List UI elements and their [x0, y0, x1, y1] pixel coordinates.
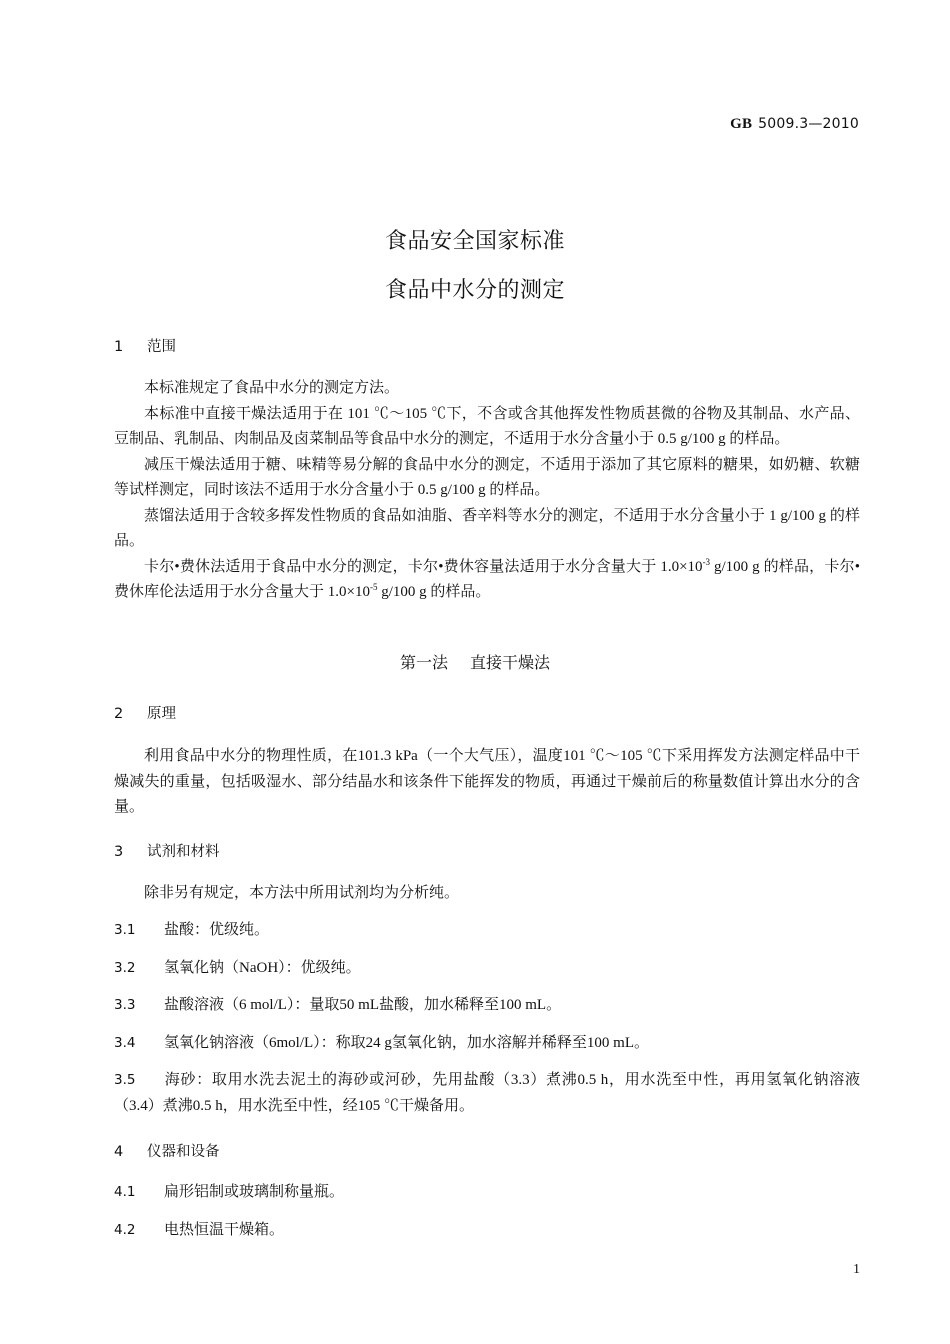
- clause-3-5: 3.5 海砂：取用水洗去泥土的海砂或河砂，先用盐酸（3.3）煮沸0.5 h，用水洗至中性，再用氢氧化钠溶液（3.4）煮沸0.5 h，用水洗至中性，经105 ℃干燥备用。: [114, 1072, 860, 1114]
- paragraph: 减压干燥法适用于糖、味精等易分解的食品中水分的测定，不适用于添加了其它原料的糖果，如奶糖、软糖等试样测定，同时该法不适用于水分含量小于 0.5 g/100 g 的样品。: [114, 456, 860, 498]
- section-title: 试剂和材料: [147, 844, 220, 860]
- section-3-body: [114, 881, 860, 907]
- paragraph: 除非另有规定，本方法中所用试剂均为分析纯。: [144, 885, 460, 901]
- clause-3-3: 3.3 盐酸溶液（6 mol/L）：量取50 mL盐酸，加水稀释至100 mL。: [114, 997, 562, 1013]
- section-title: 原理: [147, 706, 176, 722]
- clause-3-1: 3.1 盐酸：优级纯。: [114, 922, 270, 938]
- clause-3-4: 3.4 氢氧化钠溶液（6mol/L）：称取24 g氢氧化钠，加水溶解并稀释至100 mL。: [114, 1035, 649, 1051]
- section-title: 仪器和设备: [147, 1144, 220, 1160]
- section-1-body: [114, 376, 860, 606]
- method-label: 第一法: [399, 653, 448, 672]
- document-subtitle: 食品中水分的测定: [384, 278, 565, 303]
- section-number: 3: [114, 844, 124, 860]
- section-2-heading: [114, 702, 176, 723]
- section-title: 范围: [147, 339, 176, 355]
- clause-4-1: 4.1 扁形铝制或玻璃制称量瓶。: [114, 1184, 345, 1200]
- standard-prefix: GB: [730, 116, 753, 132]
- section-number: 2: [114, 706, 124, 722]
- section-number: 4: [114, 1144, 124, 1160]
- paragraph: 本标准规定了食品中水分的测定方法。: [144, 380, 400, 396]
- method-name: 直接干燥法: [470, 653, 551, 672]
- standard-number: 5009.3—2010: [758, 116, 859, 132]
- section-2-body: [114, 744, 860, 821]
- section-3-heading: [114, 840, 220, 861]
- paragraph: 卡尔•费休法适用于食品中水分的测定，卡尔•费休容量法适用于水分含量大于 $1.0\times 10^{-3}$ g/100 g 的样品，卡尔•费休库伦法适用于水分含量大于 $1.0\times 10^{-5}$ g/100 g 的样品。: [114, 556, 861, 600]
- paragraph: 蒸馏法适用于含较多挥发性物质的食品如油脂、香辛料等水分的测定，不适用于水分含量小于 1 g/100 g 的样品。: [114, 507, 860, 549]
- document-title: 食品安全国家标准: [384, 229, 565, 254]
- page-number: 1: [853, 1262, 860, 1277]
- section-4-heading: [114, 1140, 220, 1161]
- section-1-heading: [114, 335, 176, 356]
- clause-4-2: 4.2 电热恒温干燥箱。: [114, 1222, 285, 1238]
- paragraph: 利用食品中水分的物理性质，在101.3 kPa（一个大气压），温度101 ℃～105 ℃下采用挥发方法测定样品中干燥减失的重量，包括吸湿水、部分结晶水和该条件下能挥发的物质，再通过干燥前后的称量数值计算出水分的含量。: [114, 748, 860, 815]
- section-number: 1: [114, 339, 124, 355]
- method-title: [0, 650, 950, 673]
- paragraph: 本标准中直接干燥法适用于在 101 ℃～105 ℃下，不含或含其他挥发性物质甚微的谷物及其制品、水产品、豆制品、乳制品、肉制品及卤菜制品等食品中水分的测定，不适用于水分含量小于 0.5 g/100 g 的样品。: [114, 405, 860, 447]
- standard-code: [730, 116, 859, 133]
- clause-3-2: 3.2 氢氧化钠（NaOH）：优级纯。: [114, 960, 361, 976]
